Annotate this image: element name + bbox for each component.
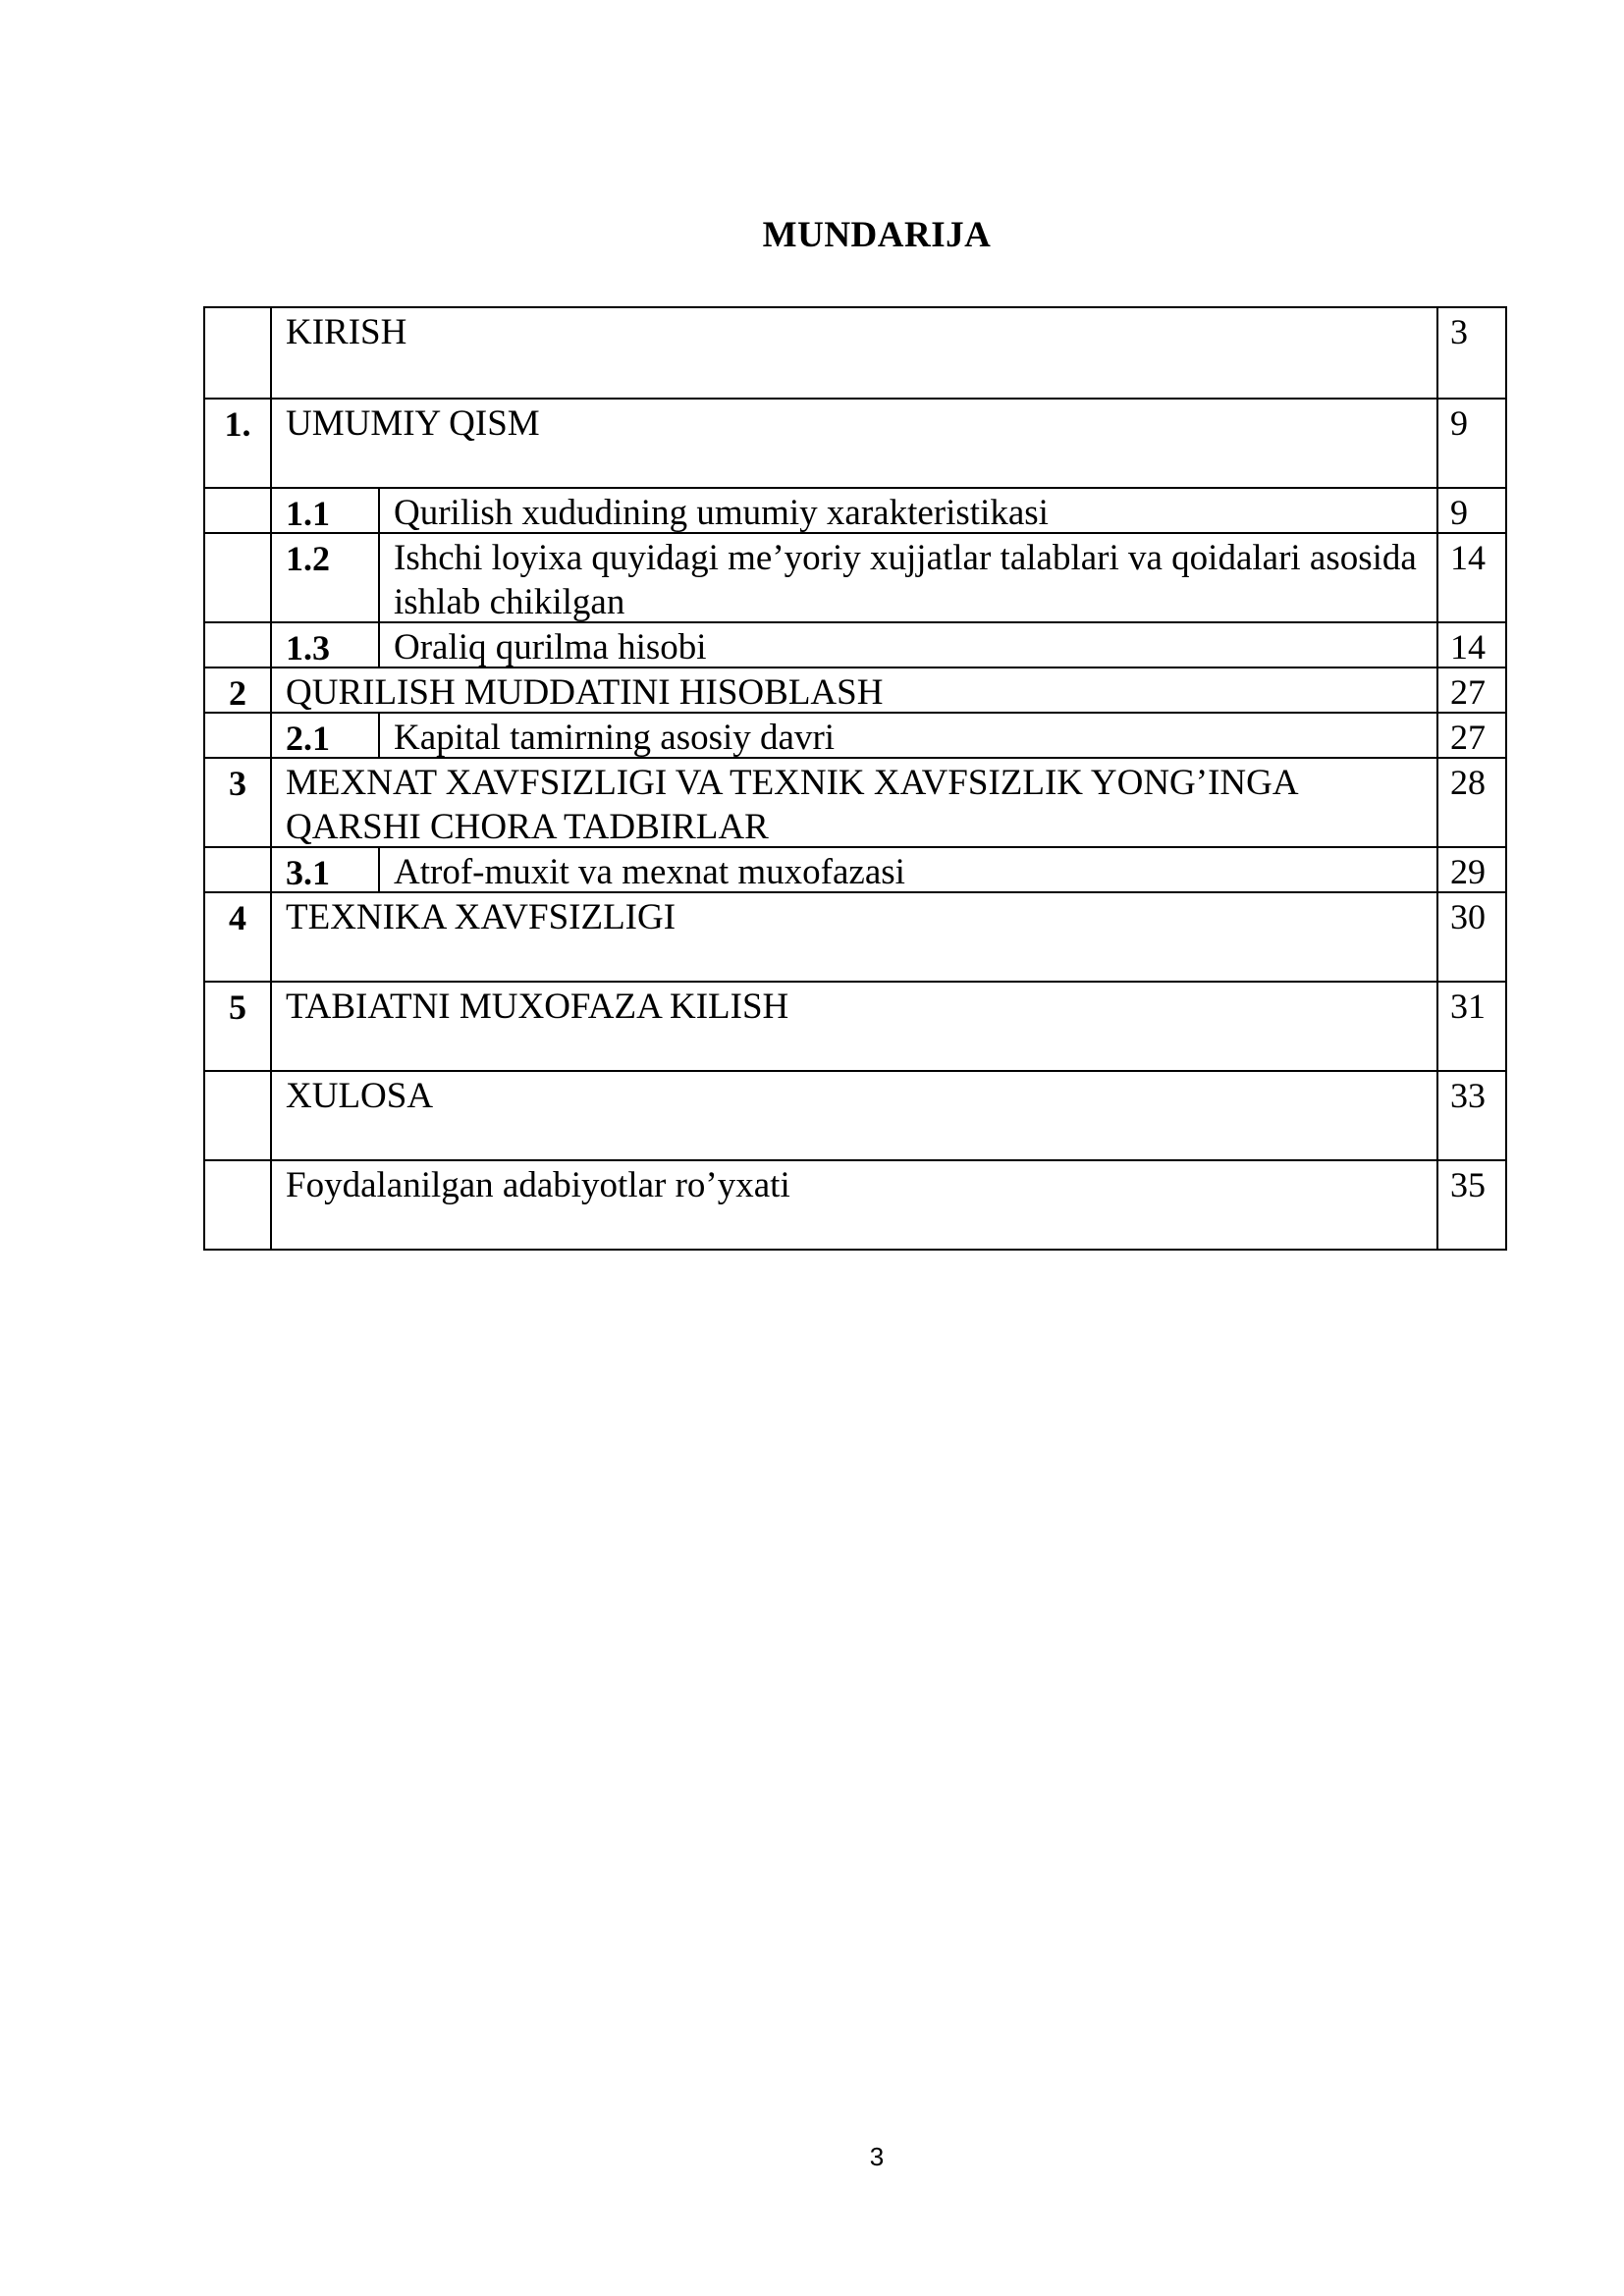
toc-title: Oraliq qurilma hisobi [394, 627, 707, 667]
toc-number [205, 714, 272, 757]
table-of-contents [203, 306, 1507, 1251]
toc-row-xulosa [205, 1070, 1505, 1159]
toc-page: 27 [1436, 714, 1505, 757]
toc-row-1-3 [205, 621, 1505, 667]
toc-page: 33 [1436, 1072, 1505, 1159]
toc-row-5 [205, 981, 1505, 1070]
page-title: MUNDARIJA [762, 215, 992, 255]
toc-number [205, 1161, 272, 1249]
toc-title: Foydalanilgan adabiyotlar ro’yxati [286, 1165, 790, 1205]
toc-number [205, 489, 272, 532]
toc-number: 5 [205, 983, 272, 1070]
toc-title: Qurilish xududining umumiy xarakteristikasi [394, 493, 1049, 533]
toc-row-adabiyotlar [205, 1159, 1505, 1249]
toc-row-2-1 [205, 712, 1505, 757]
toc-page: 30 [1436, 893, 1505, 981]
toc-number: 2 [205, 668, 272, 712]
toc-page: 14 [1436, 534, 1505, 621]
toc-title: TABIATNI MUXOFAZA KILISH [286, 987, 789, 1027]
toc-row-1-2 [205, 532, 1505, 621]
toc-number: 3 [205, 759, 272, 846]
toc-number [205, 534, 272, 621]
toc-row-1-1 [205, 487, 1505, 532]
toc-row-3-1 [205, 846, 1505, 891]
toc-title: MEXNAT XAVFSIZLIGI VA TEXNIK XAVFSIZLIK YONG’INGA QARSHI CHORA TADBIRLAR [286, 763, 1297, 847]
toc-subnumber: 3.1 [272, 848, 380, 891]
toc-subnumber: 1.1 [272, 489, 380, 532]
toc-page: 28 [1436, 759, 1505, 846]
toc-number [205, 623, 272, 667]
toc-title: XULOSA [286, 1076, 434, 1116]
toc-number: 1. [205, 400, 272, 487]
page-number: 3 [869, 2142, 885, 2171]
toc-number: 4 [205, 893, 272, 981]
toc-subnumber: 2.1 [272, 714, 380, 757]
toc-row-4 [205, 891, 1505, 981]
toc-page: 3 [1436, 308, 1505, 398]
toc-title: QURILISH MUDDATINI HISOBLASH [286, 672, 884, 713]
toc-number [205, 1072, 272, 1159]
toc-title: Atrof-muxit va mexnat muxofazasi [394, 852, 905, 892]
toc-row-umumiy-qism [205, 398, 1505, 487]
toc-page: 29 [1436, 848, 1505, 891]
toc-title: UMUMIY QISM [286, 403, 540, 444]
toc-row-3 [205, 757, 1505, 846]
toc-number [205, 848, 272, 891]
toc-row-kirish [205, 308, 1505, 398]
toc-page: 27 [1436, 668, 1505, 712]
toc-subnumber: 1.3 [272, 623, 380, 667]
toc-subnumber: 1.2 [272, 534, 380, 621]
toc-page: 9 [1436, 400, 1505, 487]
toc-page: 31 [1436, 983, 1505, 1070]
toc-row-2 [205, 667, 1505, 712]
toc-page: 9 [1436, 489, 1505, 532]
toc-title: Ishchi loyixa quyidagi me’yoriy xujjatlar talablari va qoidalari asosida ishlab chikilgan [394, 538, 1417, 622]
toc-title: KIRISH [286, 312, 407, 352]
toc-title: Kapital tamirning asosiy davri [394, 718, 836, 758]
toc-title: TEXNIKA XAVFSIZLIGI [286, 897, 677, 937]
toc-page: 14 [1436, 623, 1505, 667]
toc-page: 35 [1436, 1161, 1505, 1249]
toc-number [205, 308, 272, 398]
